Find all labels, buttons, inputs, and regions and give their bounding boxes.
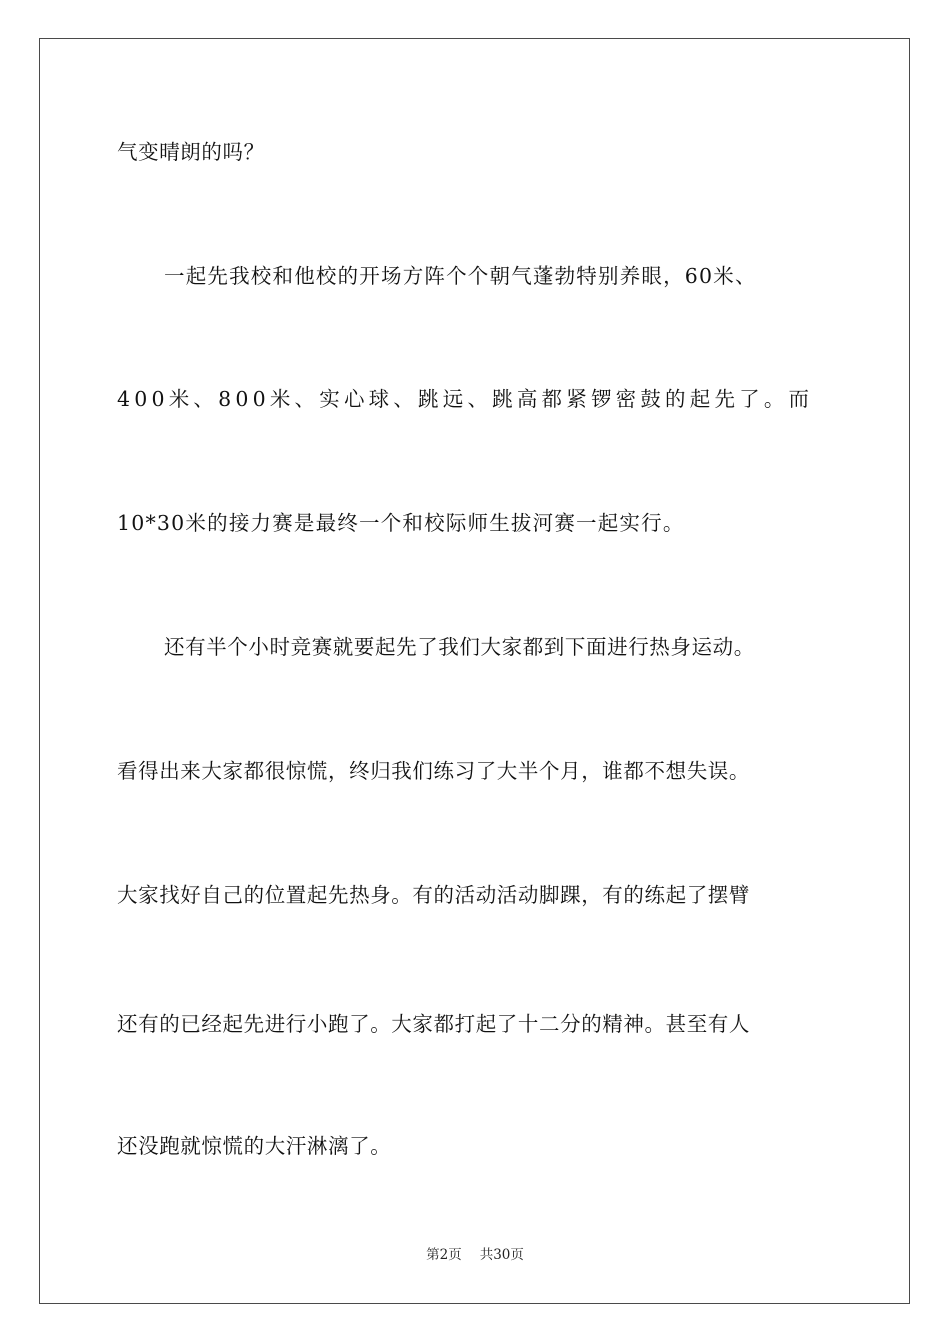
text-line-2: 一起先我校和他校的开场方阵个个朝气蓬勃特别养眼，60米、 <box>164 264 757 288</box>
text-line-9: 还没跑就惊慌的大汗淋漓了。 <box>117 1134 392 1158</box>
text-line-3: 400米、800米、实心球、跳远、跳高都紧锣密鼓的起先了。而 <box>117 387 814 411</box>
text-line-8: 还有的已经起先进行小跑了。大家都打起了十二分的精神。甚至有人 <box>117 1012 750 1036</box>
text-line-6: 看得出来大家都很惊慌，终归我们练习了大半个月，谁都不想失误。 <box>117 759 750 783</box>
page-total: 共30页 <box>479 1247 524 1263</box>
page-border <box>39 38 910 1304</box>
text-line-5: 还有半个小时竞赛就要起先了我们大家都到下面进行热身运动。 <box>164 635 755 659</box>
text-line-4: 10*30米的接力赛是最终一个和校际师生拔河赛一起实行。 <box>117 511 685 535</box>
text-line-1: 气变晴朗的吗？ <box>117 140 265 164</box>
page-footer <box>0 1246 950 1264</box>
text-line-7: 大家找好自己的位置起先热身。有的活动活动脚踝，有的练起了摆臂 <box>117 883 750 907</box>
page-number: 第2页 <box>426 1247 462 1263</box>
